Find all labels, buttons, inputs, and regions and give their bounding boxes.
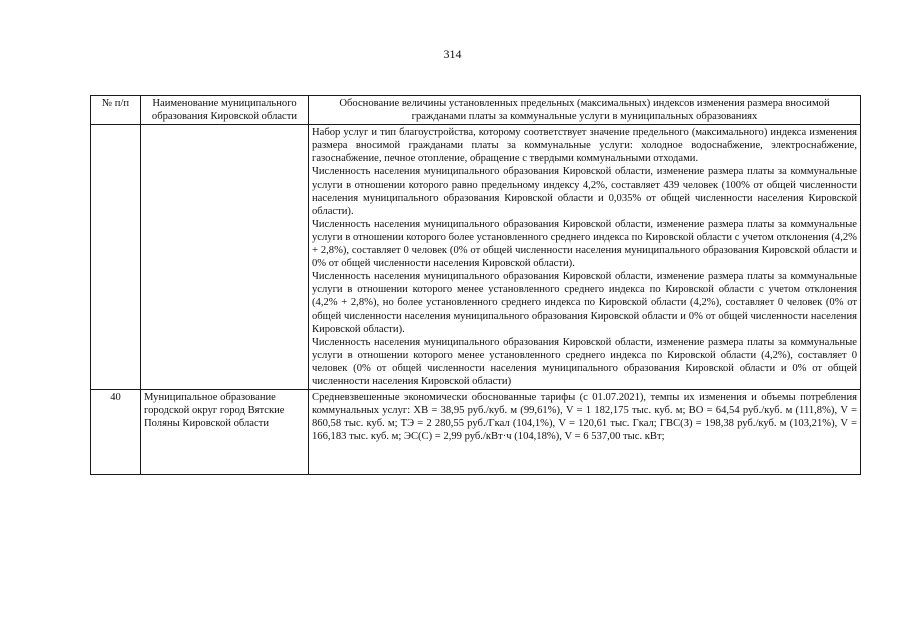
row-number	[91, 125, 141, 390]
table-row	[91, 390, 861, 475]
row-number: 40	[91, 390, 141, 475]
justification-paragraph: Численность населения муниципального образования Кировской области, изменение размера платы за коммунальные услуги в отношении которого равно предельному индексу 4,2%, составляет 439 человек (100% от общей численности населения муниципального образования Кировской области и 0,035% от общей численности населения Кировской области).	[312, 166, 857, 217]
tariff-justification-table	[90, 95, 861, 475]
justification-cell	[309, 390, 861, 475]
header-municipality: Наименование муниципального образования Кировской области	[141, 96, 309, 125]
justification-paragraph: Средневзвешенные экономически обоснованные тарифы (с 01.07.2021), темпы их изменения и объемы потребления коммунальных услуг: ХВ = 38,95 руб./куб. м (99,61%), V = 1 182,175 тыс. куб. м; ВО = 64,54 руб./куб. м (111,8%), V = 860,58 тыс. куб. м; ТЭ = 2 280,55 руб./Гкал (104,1%), V = 120,61 тыс. Гкал; ГВС(З) = 198,38 руб./куб. м (103,21%), V = 166,183 тыс. куб. м; ЭС(С) = 2,99 руб./кВт·ч (104,18%), V = 6 537,00 тыс. кВт;	[312, 392, 857, 443]
table-header-row	[91, 96, 861, 125]
header-justification: Обоснование величины установленных предельных (максимальных) индексов изменения размера вносимой гражданами платы за коммунальные услуги в муниципальных образованиях	[309, 96, 861, 125]
justification-cell	[309, 125, 861, 390]
municipality-name	[141, 125, 309, 390]
justification-paragraph: Численность населения муниципального образования Кировской области, изменение размера платы за коммунальные услуги в отношении которого более установленного среднего индекса по Кировской области с учетом отклонения (4,2% + 2,8%), составляет 0 человек (0% от общей численности населения муниципального образования Кировской области и 0% от общей численности населения Кировской области).	[312, 218, 857, 270]
header-number: № п/п	[91, 96, 141, 125]
justification-paragraph: Численность населения муниципального образования Кировской области, изменение размера платы за коммунальные услуги в отношении которого менее установленного среднего индекса по Кировской области (4,2%), составляет 0 человек (0% от общей численности населения муниципального образования Кировской области и 0% от общей численности населения Кировской области)	[312, 336, 857, 387]
justification-paragraph: Набор услуг и тип благоустройства, которому соответствует значение предельного (максимального) индекса изменения размера вносимой гражданами платы за коммунальные услуги: холодное водоснабжение, электроснабжение, газоснабжение, печное отопление, обращение с твердыми коммунальными отходами.	[312, 127, 857, 165]
table-row	[91, 125, 861, 390]
justification-paragraph: Численность населения муниципального образования Кировской области, изменение размера платы за коммунальные услуги в отношении которого менее установленного среднего индекса по Кировской области с учетом отклонения (4,2% + 2,8%), но более установленного среднего индекса по Кировской области (4,2%), составляет 0 человек (0% от общей численности населения муниципального образования Кировской области и 0% от общей численности населения Кировской области).	[312, 271, 857, 335]
municipality-name: Муниципальное образование городской округ город Вятские Поляны Кировской области	[141, 390, 309, 475]
page-number: 314	[443, 47, 462, 61]
